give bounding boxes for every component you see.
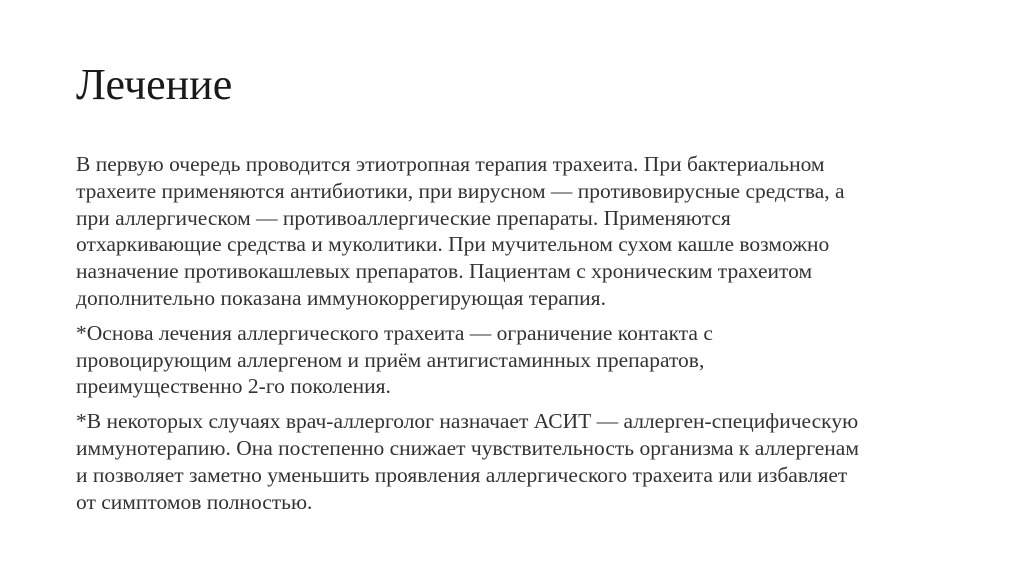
text-line: преимущественно 2-го поколения. — [76, 374, 391, 399]
text-line: провоцирующим аллергеном и приём антигистаминных препаратов, — [76, 347, 705, 372]
slide-body — [76, 151, 956, 523]
text-line: отхаркивающие средства и муколитики. При мучительном сухом кашле возможно — [76, 232, 830, 257]
text-line: назначение противокашлевых препаратов. Пациентам с хроническим трахеитом — [76, 259, 813, 284]
text-line: *В некоторых случаях врач-аллерголог назначает АСИТ — аллерген-специфическую — [76, 409, 859, 434]
paragraph-asit — [76, 408, 956, 515]
text-line: и позволяет заметно уменьшить проявления аллергического трахеита или избавляет — [76, 462, 848, 487]
text-line: дополнительно показана иммунокоррегирующая терапия. — [76, 285, 606, 310]
text-line: от симптомов полностью. — [76, 489, 313, 514]
text-line: трахеите применяются антибиотики, при вирусном — противовирусные средства, а — [76, 178, 845, 203]
paragraph-allergic-treatment — [76, 320, 956, 400]
text-line: иммунотерапию. Она постепенно снижает чувствительность организма к аллергенам — [76, 435, 859, 460]
slide-title: Лечение — [76, 60, 233, 109]
text-line: *Основа лечения аллергического трахеита — ограничение контакта с — [76, 320, 713, 345]
paragraph-etiotropic-therapy — [76, 151, 956, 312]
text-line: В первую очередь проводится этиотропная терапия трахеита. При бактериальном — [76, 152, 825, 176]
text-line: при аллергическом — противоаллергические препараты. Применяются — [76, 205, 731, 230]
